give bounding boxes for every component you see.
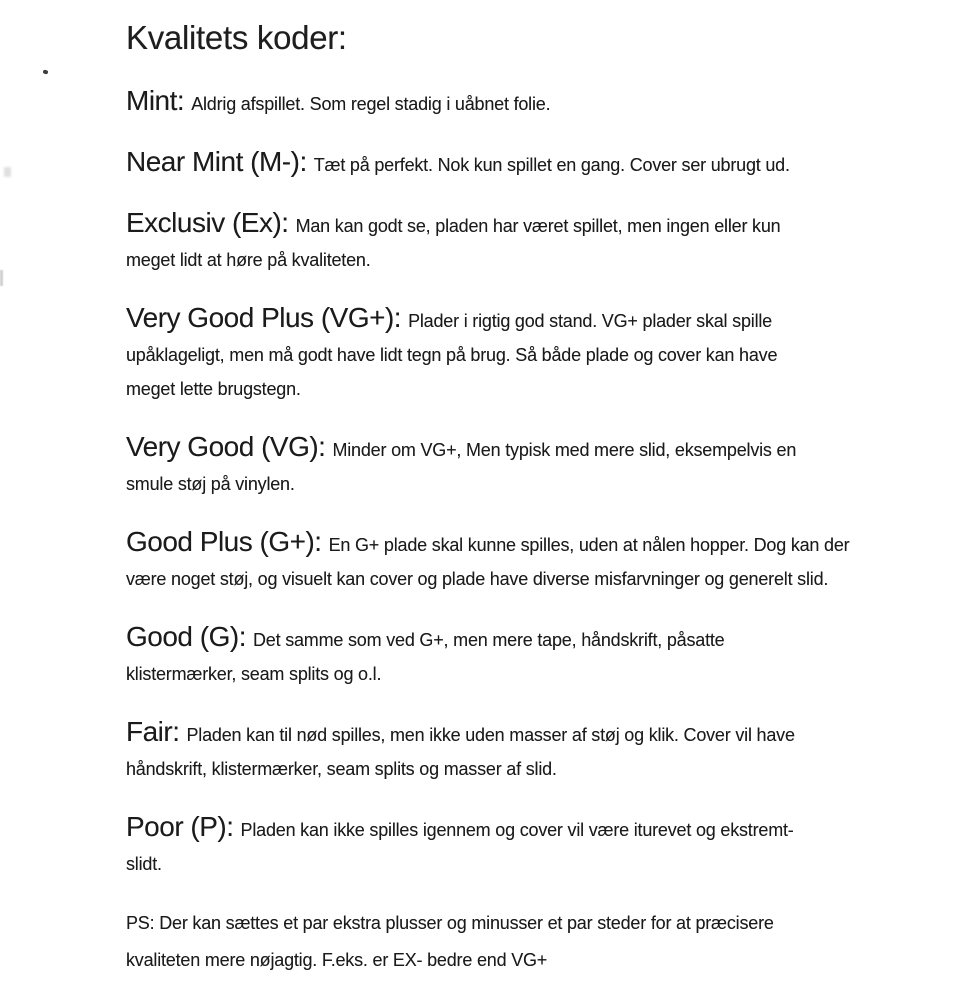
quality-entry-very-good-plus — [126, 301, 916, 406]
quality-term: Near Mint (M-): — [126, 146, 307, 177]
quality-term: Good (G): — [126, 621, 246, 652]
quality-desc: Tæt på perfekt. Nok kun spillet en gang. Cover ser ubrugt ud. — [313, 155, 790, 175]
quality-entry-near-mint — [126, 145, 916, 182]
quality-entry-exclusiv — [126, 206, 916, 277]
quality-term: Exclusiv (Ex): — [126, 207, 289, 238]
quality-term: Mint: — [126, 85, 185, 116]
quality-desc: være noget støj, og visuelt kan cover og plade have diverse misfarvninger og generelt slid. — [126, 569, 829, 589]
scan-artifact-ink-dot — [43, 70, 49, 75]
quality-desc: slidt. — [126, 854, 162, 874]
quality-desc: Pladen kan ikke spilles igennem og cover vil være iturevet og ekstremt- — [240, 820, 794, 840]
quality-desc: meget lette brugstegn. — [126, 379, 301, 399]
scanned-document-page — [126, 16, 916, 979]
quality-desc: meget lidt at høre på kvaliteten. — [126, 250, 371, 270]
quality-entry-fair — [126, 715, 916, 786]
quality-entry-very-good — [126, 430, 916, 501]
quality-term: Poor (P): — [126, 811, 234, 842]
quality-term: Very Good Plus (VG+): — [126, 302, 402, 333]
quality-term: Fair: — [126, 716, 180, 747]
quality-desc: Aldrig afspillet. Som regel stadig i uåbnet folie. — [191, 94, 551, 114]
quality-entry-poor — [126, 810, 916, 881]
scan-artifact-edge-smudge — [0, 270, 3, 286]
page-title: Kvalitets koder: — [126, 19, 347, 56]
quality-desc: håndskrift, klistermærker, seam splits og masser af slid. — [126, 759, 557, 779]
postscript-line: PS: Der kan sættes et par ekstra plusser og minusser et par steder for at præcisere — [126, 913, 774, 933]
quality-term: Very Good (VG): — [126, 431, 326, 462]
quality-entry-mint — [126, 84, 916, 121]
quality-desc: upåklageligt, men må godt have lidt tegn på brug. Så både plade og cover kan have — [126, 345, 778, 365]
quality-desc: klistermærker, seam splits og o.l. — [126, 664, 382, 684]
postscript-note — [126, 905, 916, 979]
postscript-line: kvaliteten mere nøjagtig. F.eks. er EX- bedre end VG+ — [126, 950, 548, 970]
quality-desc: Minder om VG+, Men typisk med mere slid, eksempelvis en — [332, 440, 797, 460]
quality-desc: En G+ plade skal kunne spilles, uden at nålen hopper. Dog kan der — [328, 535, 850, 555]
quality-desc: Pladen kan til nød spilles, men ikke uden masser af støj og klik. Cover vil have — [186, 725, 795, 745]
quality-desc: smule støj på vinylen. — [126, 474, 295, 494]
quality-entry-good — [126, 620, 916, 691]
quality-desc: Det samme som ved G+, men mere tape, håndskrift, påsatte — [252, 630, 725, 650]
quality-desc: Man kan godt se, pladen har været spillet, men ingen eller kun — [295, 216, 781, 236]
quality-desc: Plader i rigtig god stand. VG+ plader skal spille — [408, 311, 772, 331]
quality-term: Good Plus (G+): — [126, 526, 322, 557]
quality-entry-good-plus — [126, 525, 916, 596]
scan-artifact-plus-speck — [4, 167, 11, 177]
